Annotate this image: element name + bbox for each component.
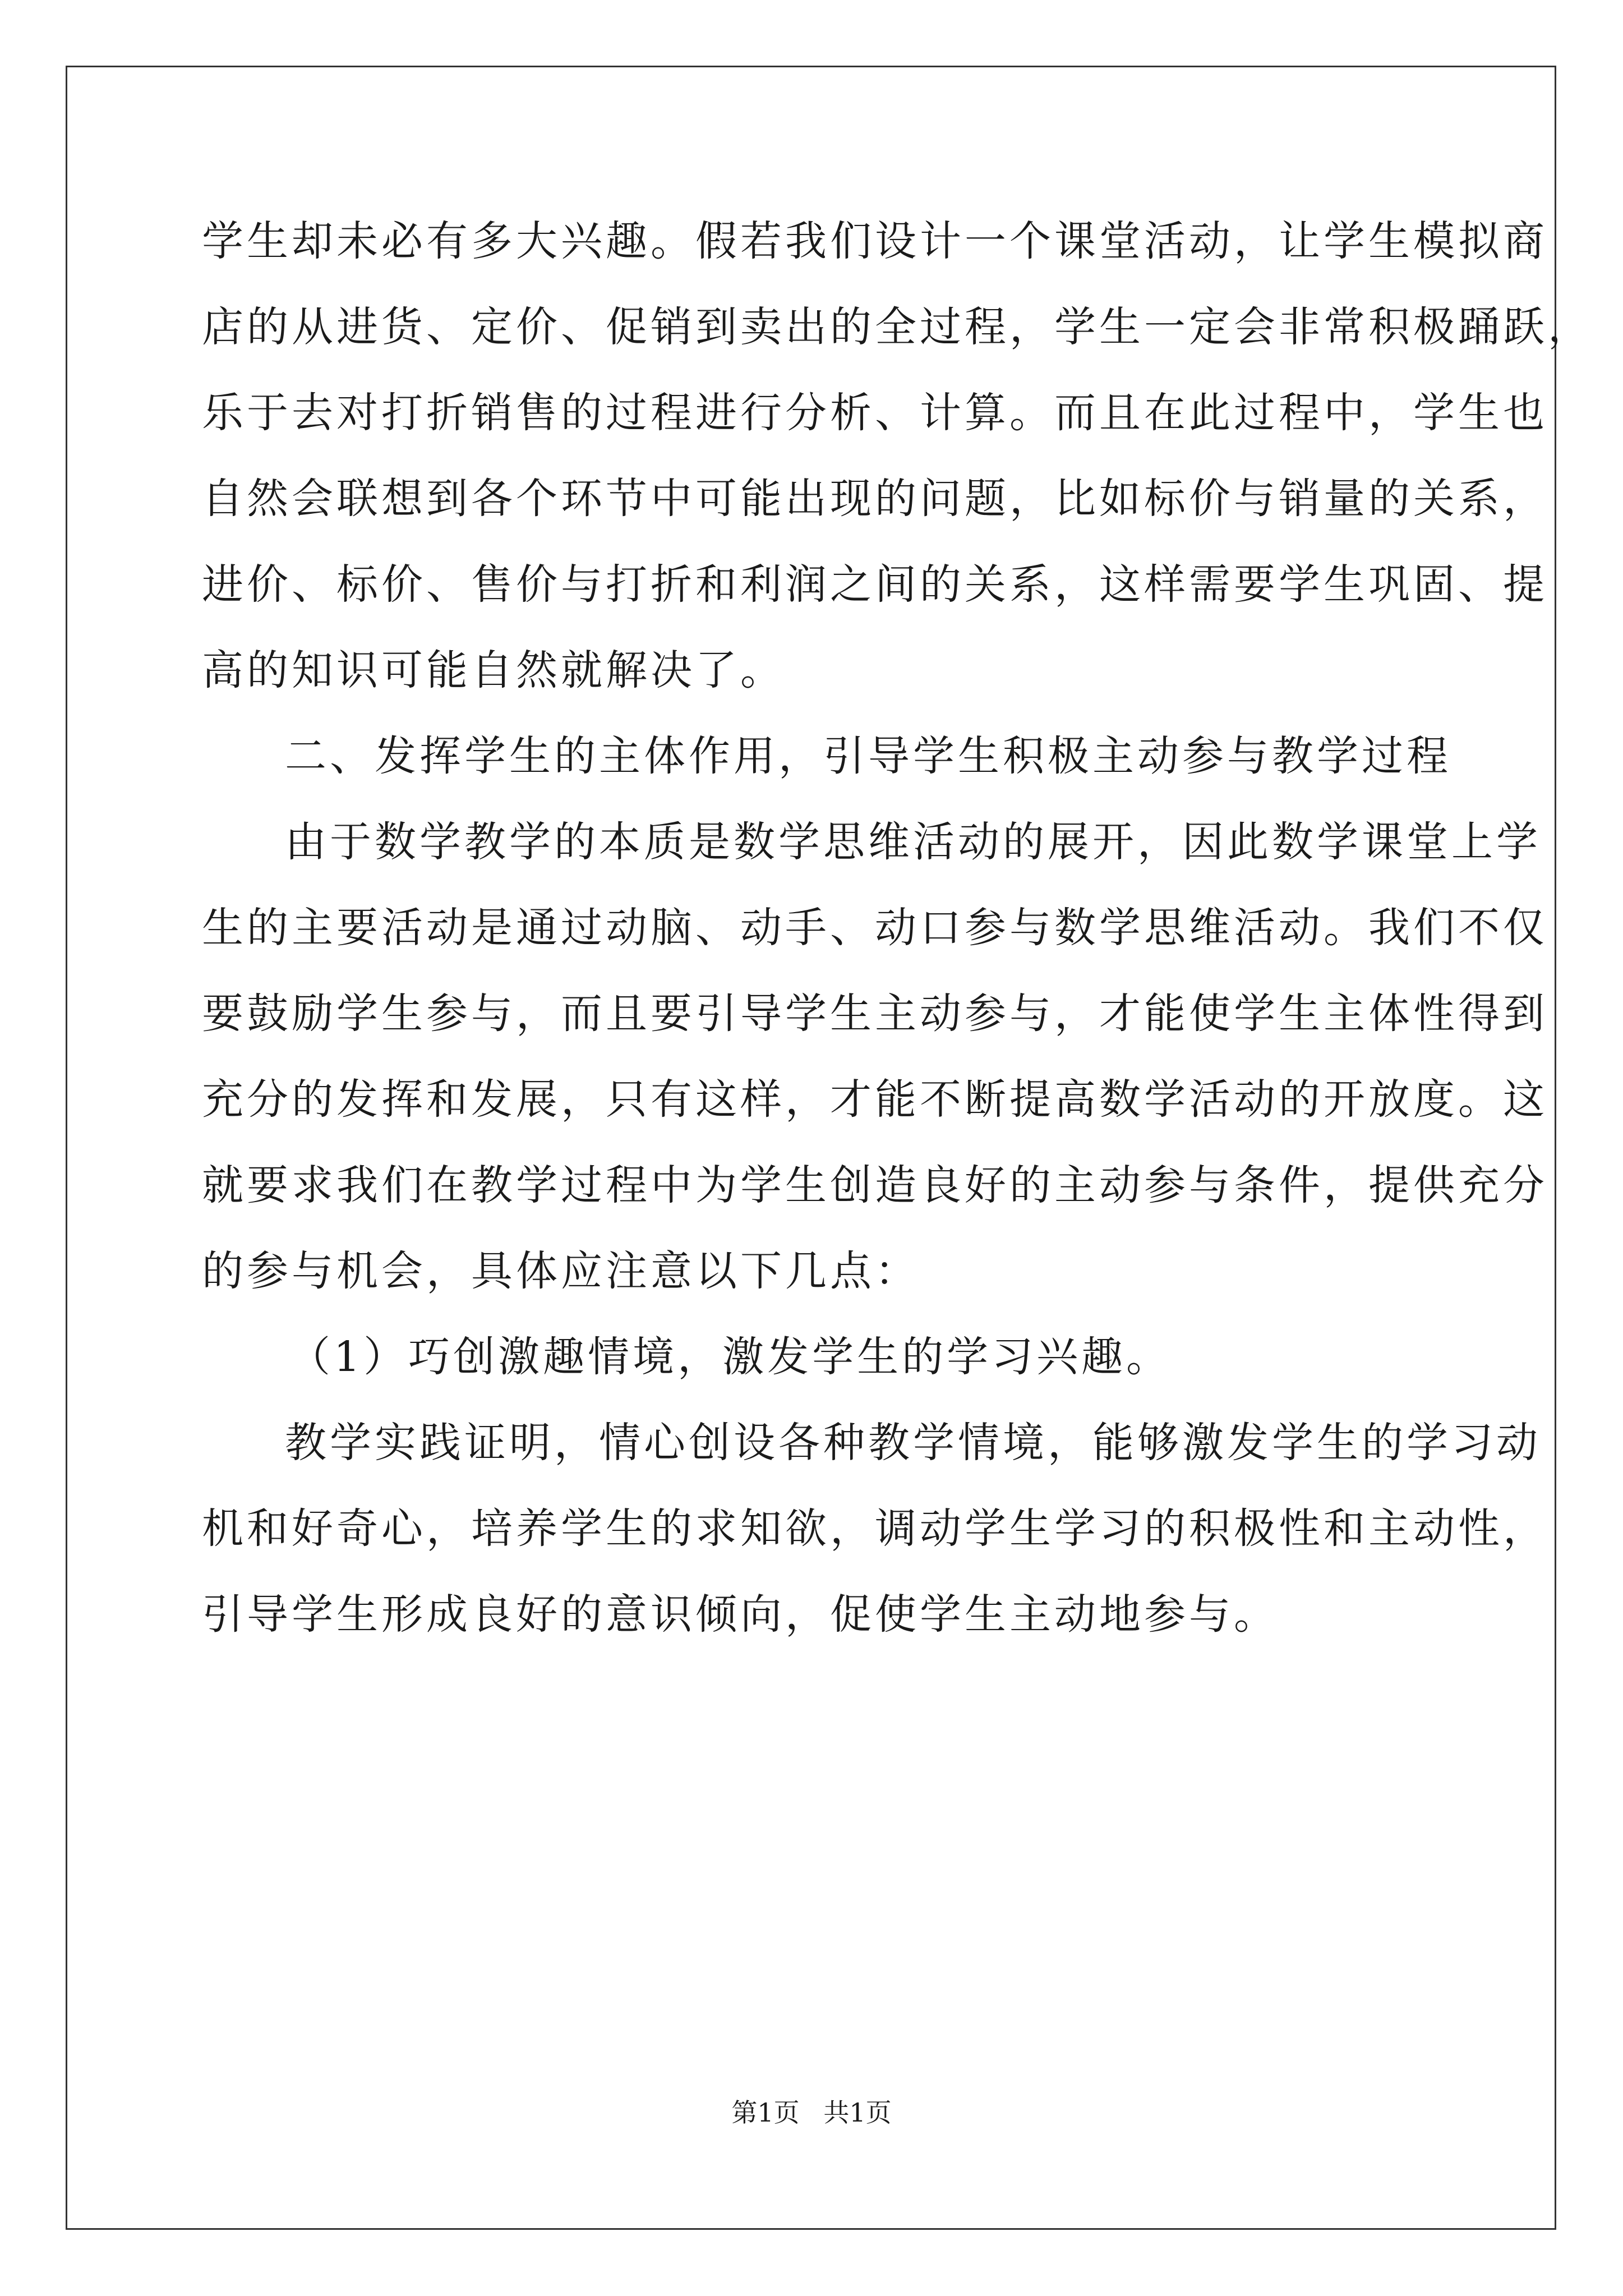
paragraph-line: 高的知识可能自然就解决了。 — [202, 646, 785, 694]
paragraph-line: 店的从进货、定价、促销到卖出的全过程，学生一定会非常积极踊跃， — [202, 303, 1593, 351]
paragraph-line: 进价、标价、售价与打折和利润之间的关系，这样需要学生巩固、提 — [202, 560, 1548, 609]
paragraph-line: 教学实践证明，情心创设各种教学情境，能够激发学生的学习动 — [285, 1419, 1541, 1467]
paragraph-line: 乐于去对打折销售的过程进行分析、计算。而且在此过程中，学生也 — [202, 389, 1548, 437]
subsection-heading: （1）巧创激趣情境，激发学生的学习兴趣。 — [289, 1333, 1172, 1381]
paragraph-line: 就要求我们在教学过程中为学生创造良好的主动参与条件，提供充分 — [202, 1161, 1548, 1209]
paragraph-line: 学生却未必有多大兴趣。假若我们设计一个课堂活动，让学生模拟商 — [202, 217, 1548, 265]
page-footer — [0, 2092, 1623, 2129]
page-number: 第1页 — [731, 2097, 800, 2128]
paragraph-line: 要鼓励学生参与，而且要引导学生主动参与，才能使学生主体性得到 — [202, 990, 1548, 1038]
paragraph-line: 自然会联想到各个环节中可能出现的问题，比如标价与销量的关系， — [202, 475, 1548, 523]
paragraph-line: 引导学生形成良好的意识倾向，促使学生主动地参与。 — [202, 1590, 1279, 1639]
paragraph-line: 机和好奇心，培养学生的求知欲，调动学生学习的积极性和主动性， — [202, 1504, 1548, 1553]
section-heading: 二、发挥学生的主体作用，引导学生积极主动参与教学过程 — [285, 732, 1451, 780]
paragraph-line: 的参与机会，具体应注意以下几点： — [202, 1247, 920, 1295]
paragraph-line: 生的主要活动是通过动脑、动手、动口参与数学思维活动。我们不仅 — [202, 904, 1548, 952]
paragraph-line: 充分的发挥和发展，只有这样，才能不断提高数学活动的开放度。这 — [202, 1075, 1548, 1124]
page-total: 共1页 — [823, 2097, 892, 2128]
paragraph-line: 由于数学教学的本质是数学思维活动的展开，因此数学课堂上学 — [285, 818, 1541, 866]
